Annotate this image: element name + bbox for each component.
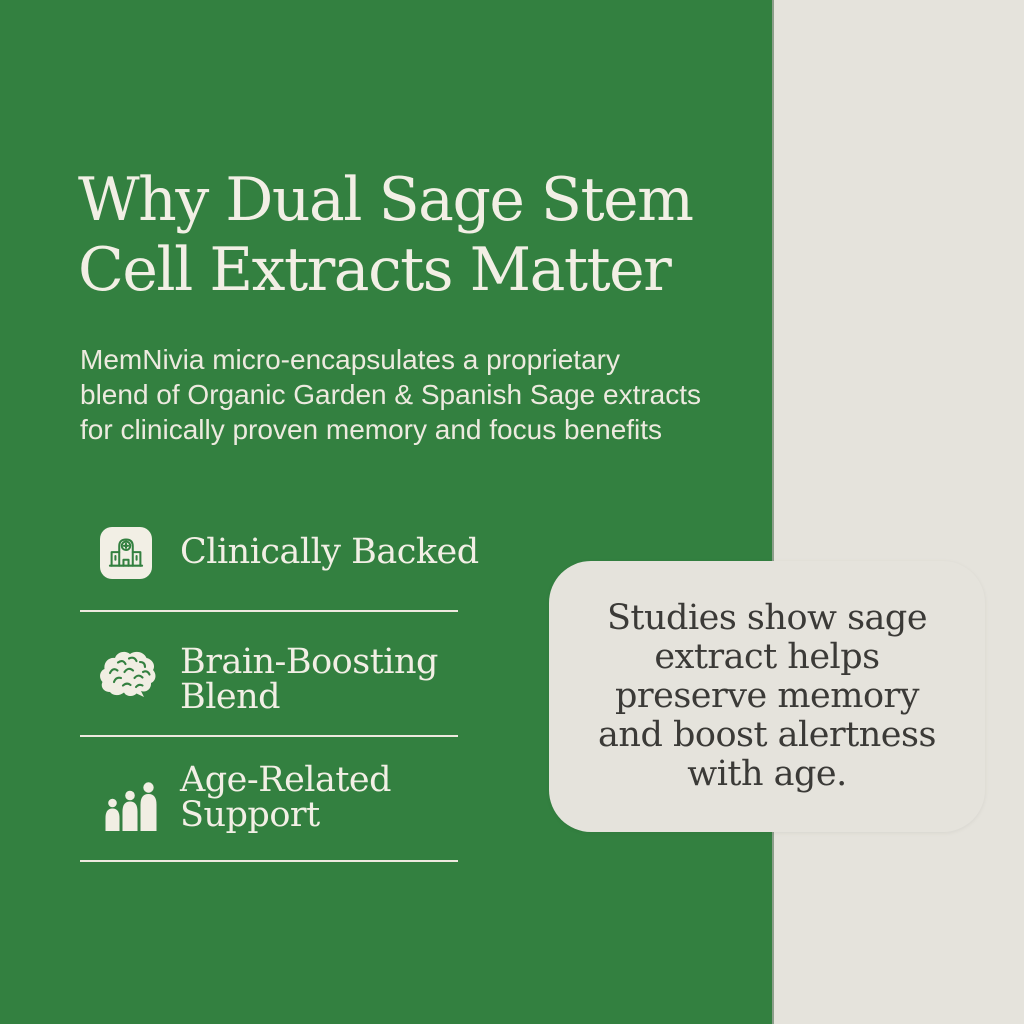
title-line-2: Cell Extracts Matter: [78, 235, 671, 305]
subtitle: [80, 342, 701, 447]
page-title: [78, 165, 693, 305]
hospital-icon: [100, 527, 152, 579]
callout-card: [549, 561, 985, 832]
subtitle-line-1: MemNivia micro-encapsulates a proprietary: [80, 344, 620, 375]
right-panel: [772, 0, 1024, 1024]
people-icon: [102, 780, 160, 832]
title-line-1: Why Dual Sage Stem: [78, 165, 693, 235]
divider: [80, 860, 458, 862]
feature-label-brain-boosting-blend: Brain-Boosting Blend: [180, 642, 438, 717]
divider: [80, 735, 458, 737]
subtitle-line-3: for clinically proven memory and focus benefits: [80, 414, 663, 445]
feature-label-age-related-support: Age-Related Support: [180, 760, 392, 835]
callout-text: Studies show sage extract helps preserve memory and boost alertness with age.: [598, 598, 936, 794]
divider: [80, 610, 458, 612]
subtitle-line-2: blend of Organic Garden & Spanish Sage extracts: [80, 379, 702, 410]
brain-icon: [96, 648, 160, 702]
feature-label-clinically-backed: Clinically Backed: [180, 532, 479, 572]
